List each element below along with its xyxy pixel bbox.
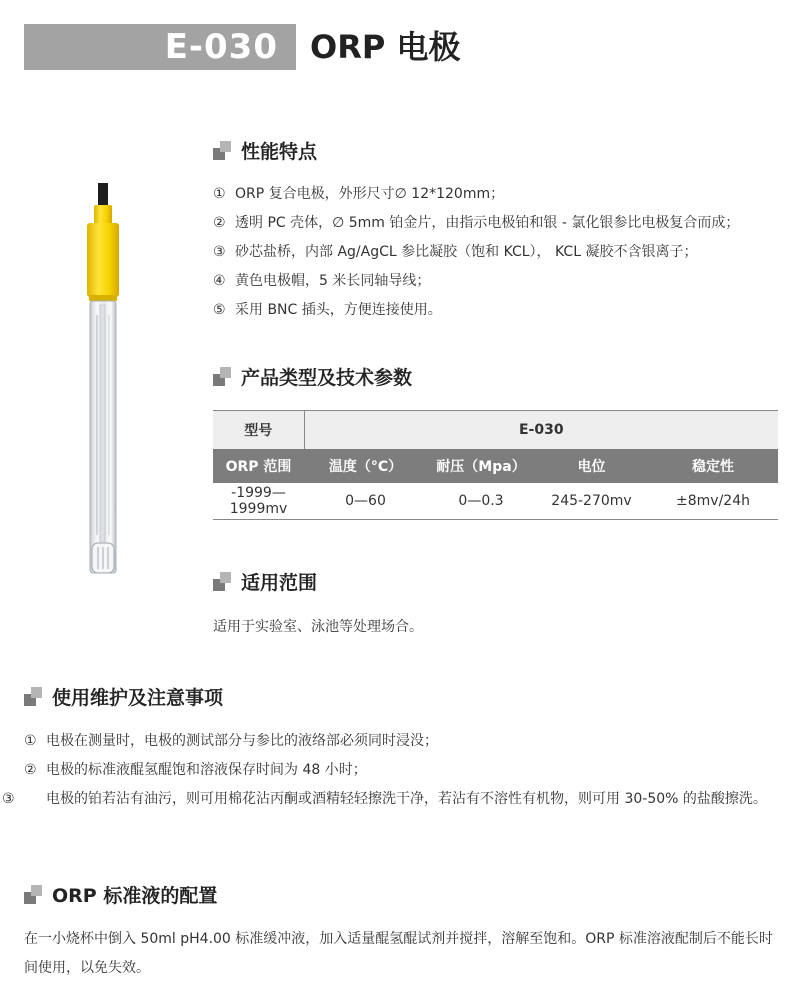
standard-solution-header [24,880,217,908]
orp-electrode-image [68,175,140,595]
list-item: ③ 砂芯盐桥，内部 Ag/AgCL 参比凝胶（饱和 KCL）， KCL 凝胶不含银离子； [213,244,698,260]
table-cell: 0—60 [304,483,427,520]
yellow-cap-icon [87,223,119,297]
list-item: ③ 电极的铂若沾有油污，则可用棉花沾丙酮或酒精轻轻擦洗干净，若沾有不溶性有机物，则可用 30-50% 的盐酸擦洗。 [2,791,767,807]
column-header: 温度（°C） [304,449,427,483]
model-code: E-030 [164,27,278,67]
maintenance-title: 使用维护及注意事项 [52,686,224,709]
section-bullet-icon [213,140,233,160]
model-banner [24,24,296,70]
specs-title: 产品类型及技术参数 [241,366,413,389]
features-header [213,136,317,164]
product-title: ORP 电极 [310,28,461,66]
table-header-row [213,449,778,483]
list-item: ① ORP 复合电极，外形尺寸∅ 12*120mm； [213,186,505,202]
model-label: 型号 [213,411,304,450]
table-cell: 0—0.3 [427,483,535,520]
maintenance-list [2,727,784,814]
standard-solution-text: 在一小烧杯中倒入 50ml pH4.00 标准缓冲液，加入适量醌氢醌试剂并搅拌，溶解至饱和。ORP 标准溶液配制后不能长时间使用，以免失效。 [24,931,773,976]
specs-header [213,362,412,390]
column-header: 耐压（Mpa） [427,449,535,483]
cable-icon [98,183,108,207]
spec-table [213,410,778,520]
table-row [213,483,778,520]
table-row [213,411,778,450]
section-bullet-icon [213,571,233,591]
application-text: 适用于实验室、泳池等处理场合。 [213,619,423,635]
maintenance-header [24,682,223,710]
list-item: ⑤ 采用 BNC 插头，方便连接使用。 [213,302,442,318]
model-value: E-030 [304,411,778,450]
list-item: ① 电极在测量时，电极的测试部分与参比的液络部必须同时浸没； [24,733,438,749]
application-header [213,567,317,595]
application-title: 适用范围 [241,571,318,594]
column-header: 电位 [535,449,648,483]
list-item: ④ 黄色电极帽，5 米长同轴导线； [213,273,431,289]
table-cell: ±8mv/24h [648,483,778,520]
list-item: ② 电极的标准液醌氢醌饱和溶液保存时间为 48 小时； [24,762,367,778]
column-header: ORP 范围 [213,449,304,483]
standard-solution-title: ORP 标准液的配置 [52,884,218,907]
features-title: 性能特点 [241,140,318,163]
column-header: 稳定性 [648,449,778,483]
section-bullet-icon [24,884,44,904]
list-item: ② 透明 PC 壳体，∅ 5mm 铂金片，由指示电极铂和银 - 氯化银参比电极复合而成； [213,215,740,231]
table-cell: 245-270mv [535,483,648,520]
section-bullet-icon [213,366,233,386]
table-cell: -1999—1999mv [213,483,304,520]
section-bullet-icon [24,686,44,706]
features-list [213,180,739,325]
